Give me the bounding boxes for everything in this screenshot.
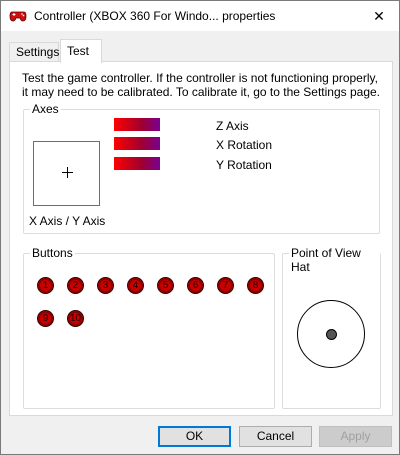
button-indicator-2: 2 bbox=[67, 277, 84, 294]
cancel-button[interactable]: Cancel bbox=[239, 426, 312, 447]
y-rotation-label: Y Rotation bbox=[216, 158, 272, 172]
buttons-group-label: Buttons bbox=[32, 246, 73, 260]
tab-test[interactable] bbox=[60, 39, 102, 63]
axes-group-label: Axes bbox=[32, 102, 59, 116]
button-indicator-4: 4 bbox=[127, 277, 144, 294]
button-indicator-8: 8 bbox=[247, 277, 264, 294]
z-axis-bar bbox=[114, 118, 160, 131]
button-indicator-9: 9 bbox=[37, 310, 54, 327]
tab-test-label: Test bbox=[67, 44, 90, 58]
pov-hat-group-label: Point of View Hat bbox=[289, 246, 380, 274]
button-indicator-5: 5 bbox=[157, 277, 174, 294]
button-indicator-7: 7 bbox=[217, 277, 234, 294]
title-bar[interactable] bbox=[1, 1, 399, 31]
apply-button[interactable]: Apply bbox=[319, 426, 392, 447]
ok-button[interactable]: OK bbox=[158, 426, 231, 447]
x-rotation-label: X Rotation bbox=[216, 138, 273, 152]
buttons-group bbox=[23, 246, 275, 409]
button-indicator-10: 10 bbox=[67, 310, 84, 327]
button-indicator-6: 6 bbox=[187, 277, 204, 294]
button-indicator-1: 1 bbox=[37, 277, 54, 294]
x-rotation-bar bbox=[114, 137, 160, 150]
instructions-text: Test the game controller. If the controller is not functioning properly, it may need to be calibrated. To calibrate it, go to the Settings page. bbox=[22, 71, 381, 99]
close-icon: ✕ bbox=[373, 7, 385, 24]
button-indicator-3: 3 bbox=[97, 277, 114, 294]
pov-hat-center-dot bbox=[326, 329, 337, 340]
tab-settings-label: Settings bbox=[16, 45, 60, 59]
xy-axis-label: X Axis / Y Axis bbox=[29, 214, 106, 228]
window-title: Controller (XBOX 360 For Windo... properties bbox=[34, 9, 276, 23]
pov-hat-circle bbox=[297, 300, 365, 368]
xy-axis-box bbox=[33, 141, 100, 206]
gamepad-icon bbox=[9, 9, 27, 23]
tab-settings[interactable] bbox=[9, 42, 59, 62]
close-button[interactable] bbox=[359, 1, 399, 31]
y-rotation-bar bbox=[114, 157, 160, 170]
z-axis-label: Z Axis bbox=[216, 119, 249, 133]
crosshair-icon bbox=[62, 167, 73, 178]
